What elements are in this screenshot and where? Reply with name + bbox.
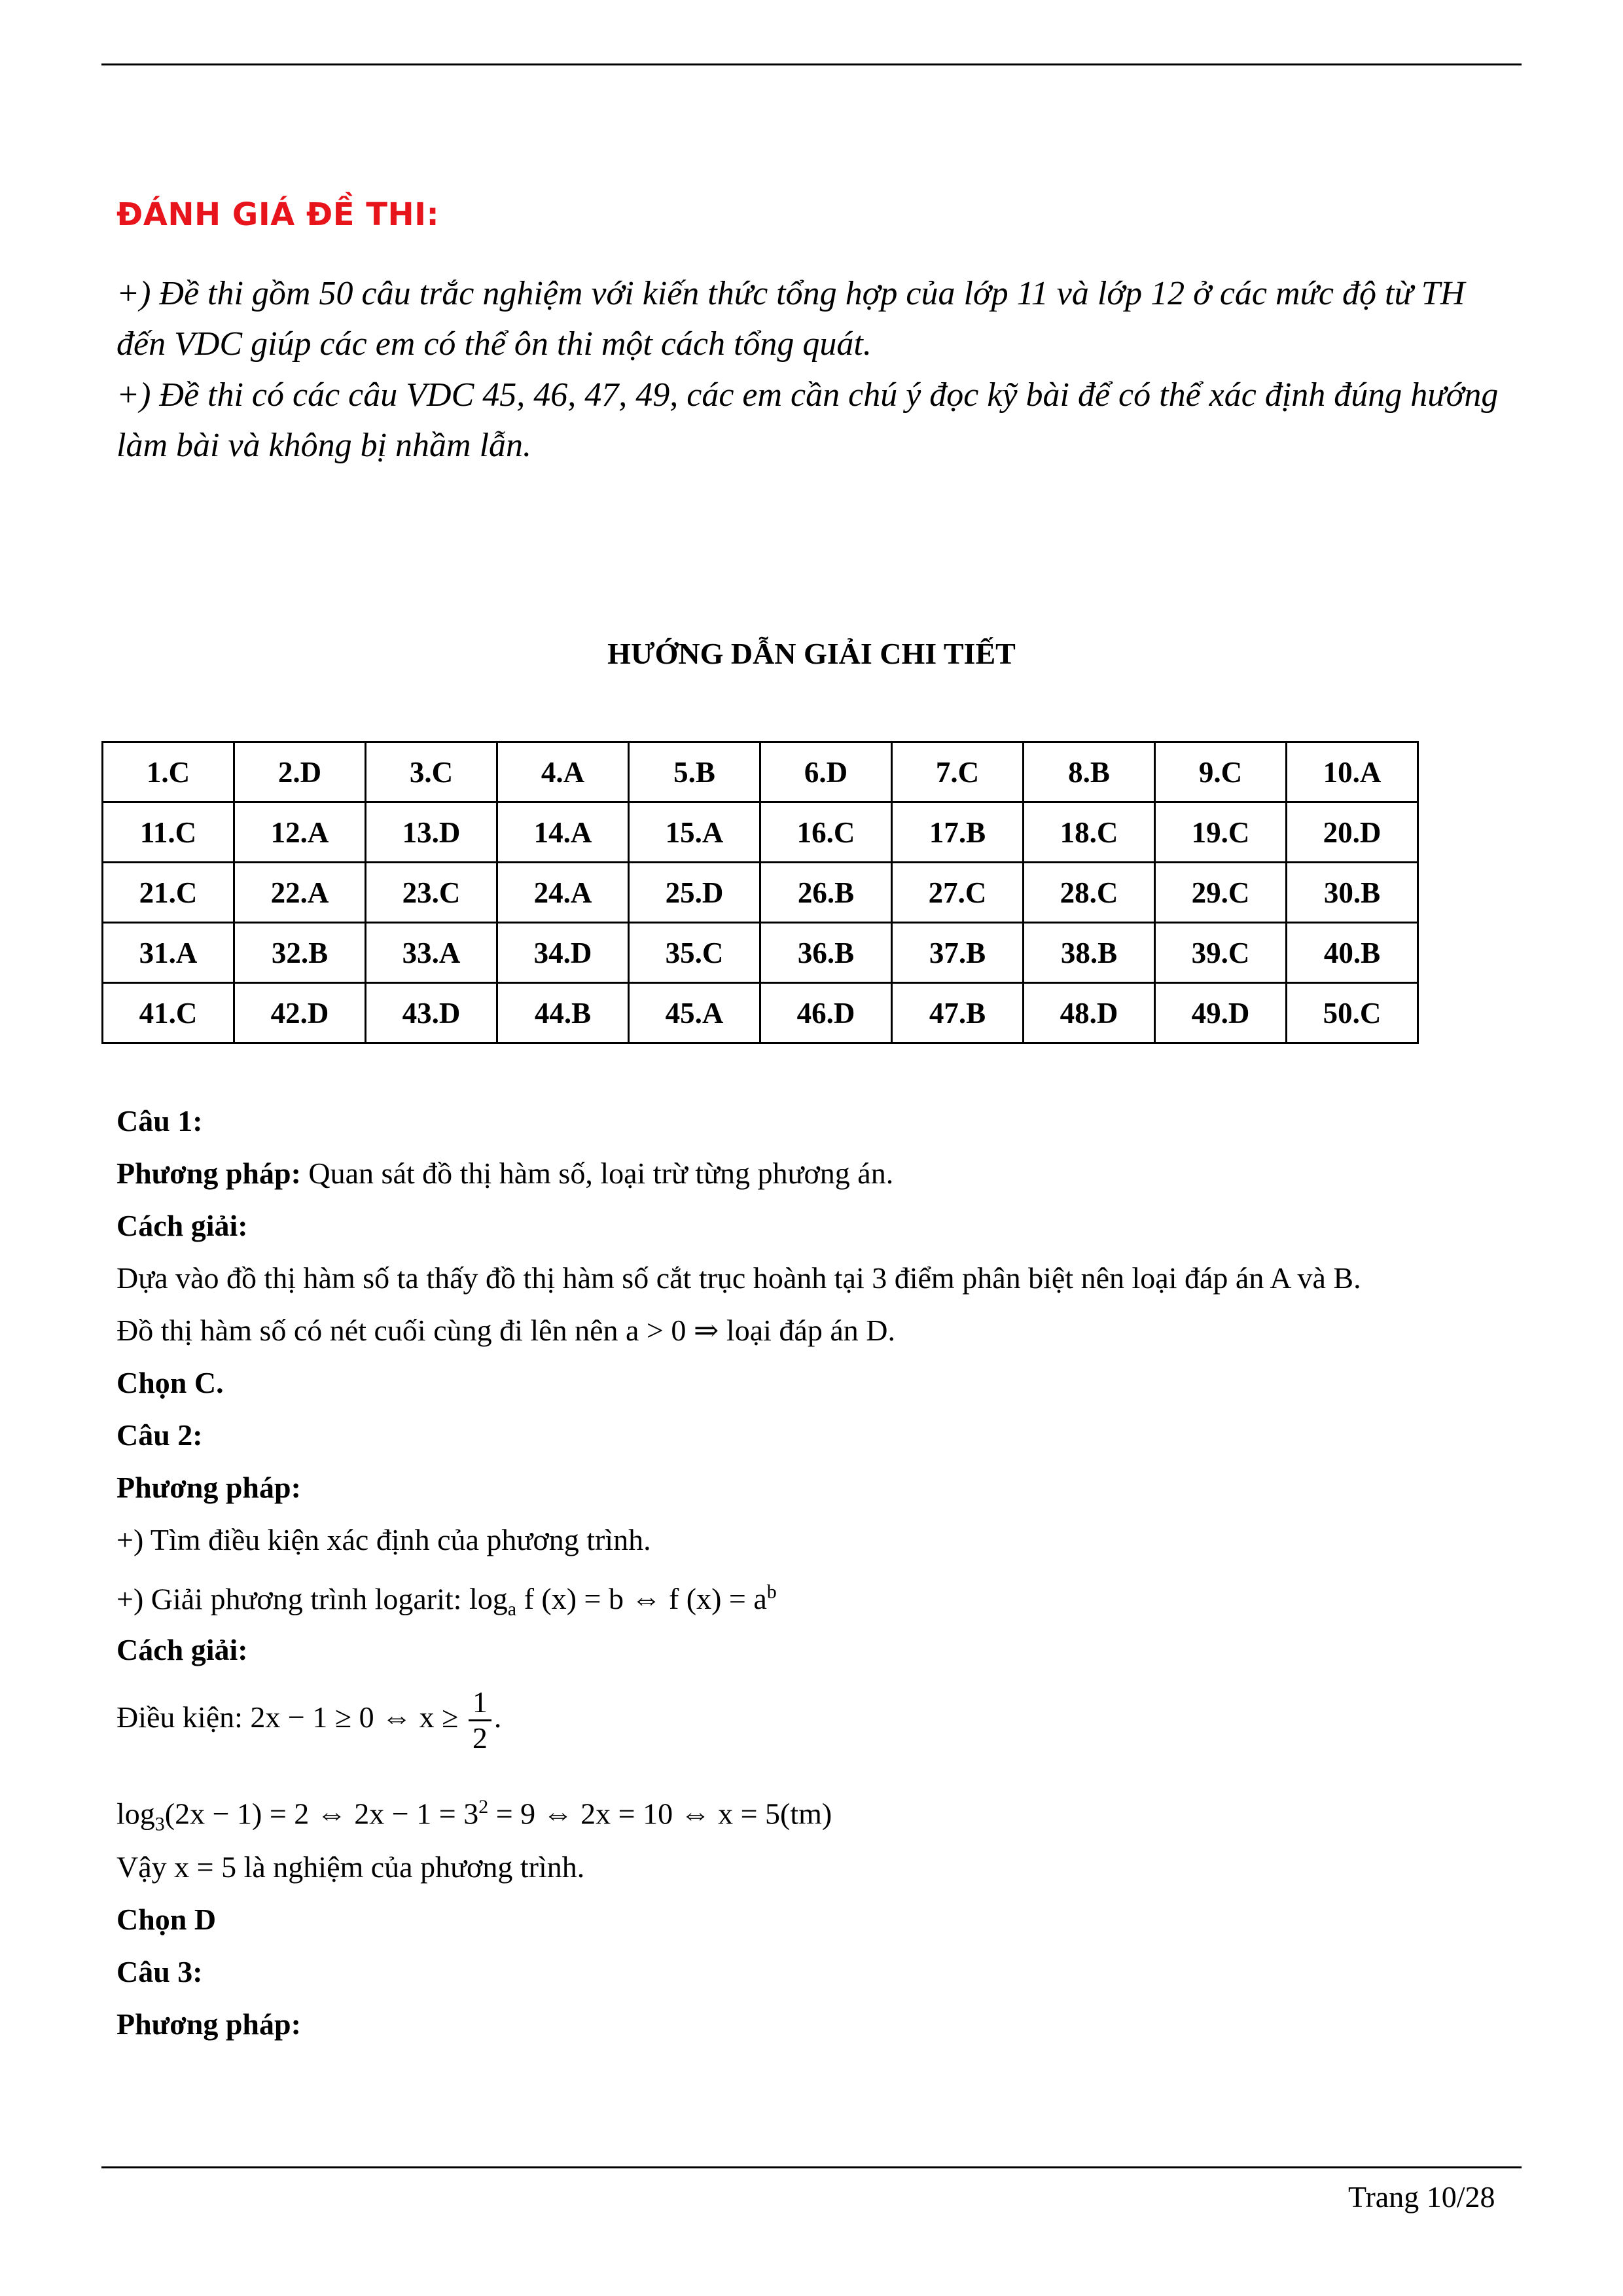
evaluation-heading: ĐÁNH GIÁ ĐỀ THI:: [116, 196, 440, 233]
q2-concl-text-a: Vậy: [116, 1850, 175, 1884]
header-rule: [101, 63, 1522, 65]
answer-cell: 32.B: [234, 923, 366, 983]
answer-cell: 41.C: [103, 983, 234, 1043]
answer-cell: 44.B: [497, 983, 629, 1043]
q2-step2-log: log: [469, 1582, 508, 1616]
answer-cell: 9.C: [1155, 742, 1287, 802]
q1-choice: Chọn C.: [116, 1366, 224, 1399]
q1-line2-text-a: Đồ thị hàm số có nét cuối cùng đi lên nên: [116, 1314, 626, 1347]
q2-step2-text: +) Giải phương trình logarit:: [116, 1582, 469, 1616]
answer-cell: 21.C: [103, 863, 234, 923]
answer-cell: 19.C: [1155, 802, 1287, 863]
answer-cell: 1.C: [103, 742, 234, 802]
q3-title: Câu 3:: [116, 1955, 203, 1988]
answer-cell: 29.C: [1155, 863, 1287, 923]
fraction-numerator: 1: [469, 1685, 491, 1721]
answer-cell: 46.D: [760, 983, 892, 1043]
q1-line2-text-b: loại đáp án D.: [719, 1314, 895, 1347]
q2-step2-exp: b: [766, 1581, 777, 1603]
q1-solution-line-1: Dựa vào đồ thị hàm số ta thấy đồ thị hàm số cắt trục hoành tại 3 điểm phân biệt nên loại đáp án A và B.: [116, 1261, 1361, 1295]
q2-method-step-1: +) Tìm điều kiện xác định của phương trình.: [116, 1523, 651, 1556]
answer-cell: 31.A: [103, 923, 234, 983]
answer-cell: 18.C: [1024, 802, 1155, 863]
answer-cell: 40.B: [1287, 923, 1418, 983]
guide-title: HƯỚNG DẪN GIẢI CHI TIẾT: [607, 637, 1016, 670]
q2-condition-label: Điều kiện:: [116, 1700, 251, 1734]
answer-cell: 12.A: [234, 802, 366, 863]
q2-choice: Chọn D: [116, 1903, 217, 1936]
answer-cell: 6.D: [760, 742, 892, 802]
table-row: [103, 923, 1418, 983]
q2-eq-exp: 2: [478, 1796, 489, 1818]
q2-condition-fraction: [469, 1685, 491, 1755]
answer-cell: 33.A: [366, 923, 497, 983]
answer-cell: 27.C: [892, 863, 1024, 923]
q1-line2-math: a > 0 ⇒: [626, 1314, 719, 1347]
answer-cell: 20.D: [1287, 802, 1418, 863]
q2-conclusion: [116, 1849, 584, 1886]
q1-method-label: Phương pháp:: [116, 1157, 301, 1190]
q2-step2-formula: [469, 1581, 777, 1621]
answer-cell: 50.C: [1287, 983, 1418, 1043]
fraction-denominator: 2: [472, 1721, 488, 1755]
answer-cell: 4.A: [497, 742, 629, 802]
q2-condition-math: 2x − 1 ≥ 0 ⇔ x ≥: [250, 1700, 466, 1734]
answer-cell: 38.B: [1024, 923, 1155, 983]
answer-cell: 47.B: [892, 983, 1024, 1043]
answer-cell: 43.D: [366, 983, 497, 1043]
q2-eq-part-a: (2x − 1) = 2 ⇔ 2x − 1 = 3: [164, 1797, 479, 1831]
answer-cell: 14.A: [497, 802, 629, 863]
q2-condition: [116, 1685, 501, 1755]
answer-cell: 24.A: [497, 863, 629, 923]
answer-cell: 30.B: [1287, 863, 1418, 923]
answer-cell: 7.C: [892, 742, 1024, 802]
answer-key-table: [101, 741, 1419, 1044]
answer-cell: 37.B: [892, 923, 1024, 983]
q2-step2-mid: f (x) = b ⇔ f (x) = a: [516, 1582, 767, 1616]
q3-method-label: Phương pháp:: [116, 2007, 301, 2041]
answer-cell: 35.C: [629, 923, 760, 983]
q1-method-text: Quan sát đồ thị hàm số, loại trừ từng phương án.: [300, 1157, 894, 1190]
answer-cell: 13.D: [366, 802, 497, 863]
answer-cell: 36.B: [760, 923, 892, 983]
answer-cell: 3.C: [366, 742, 497, 802]
q1-solution-line-2: [116, 1312, 895, 1349]
table-row: [103, 802, 1418, 863]
table-row: [103, 863, 1418, 923]
q1-title: Câu 1:: [116, 1104, 203, 1138]
table-row: [103, 742, 1418, 802]
q2-condition-end: .: [493, 1700, 502, 1734]
q2-title: Câu 2:: [116, 1418, 203, 1452]
q2-eq-log: log: [116, 1797, 155, 1831]
answer-cell: 48.D: [1024, 983, 1155, 1043]
answer-cell: 23.C: [366, 863, 497, 923]
q1-solution-label: Cách giải:: [116, 1209, 248, 1242]
answer-cell: 10.A: [1287, 742, 1418, 802]
answer-cell: 5.B: [629, 742, 760, 802]
answer-cell: 26.B: [760, 863, 892, 923]
q2-method-step-2: [116, 1574, 777, 1628]
q2-step2-base: a: [507, 1598, 517, 1621]
answer-cell: 45.A: [629, 983, 760, 1043]
answer-cell: 28.C: [1024, 863, 1155, 923]
q2-concl-math: x = 5: [174, 1850, 237, 1884]
q2-equation: [116, 1789, 832, 1843]
answer-cell: 39.C: [1155, 923, 1287, 983]
q1-method: [116, 1155, 893, 1192]
q2-concl-text-b: là nghiệm của phương trình.: [236, 1850, 585, 1884]
answer-cell: 42.D: [234, 983, 366, 1043]
footer-rule: [101, 2166, 1522, 2168]
page-number: Trang 10/28: [1348, 2180, 1495, 2214]
answer-cell: 11.C: [103, 802, 234, 863]
answer-cell: 15.A: [629, 802, 760, 863]
evaluation-paragraph-2: +) Đề thi có các câu VDC 45, 46, 47, 49, các em cần chú ý đọc kỹ bài để có thể xác định đúng hướng làm bài và không bị nhầm lẫn.: [116, 376, 1499, 464]
q2-solution-label: Cách giải:: [116, 1633, 248, 1666]
answer-cell: 49.D: [1155, 983, 1287, 1043]
table-row: [103, 983, 1418, 1043]
evaluation-paragraph-1: +) Đề thi gồm 50 câu trắc nghiệm với kiến thức tổng hợp của lớp 11 và lớp 12 ở các mức độ từ TH đến VDC giúp các em có thể ôn thi một cách tổng quát.: [116, 275, 1465, 363]
answer-cell: 2.D: [234, 742, 366, 802]
answer-cell: 25.D: [629, 863, 760, 923]
answer-cell: 8.B: [1024, 742, 1155, 802]
q2-eq-part-b: = 9 ⇔ 2x = 10 ⇔ x = 5(tm): [488, 1797, 832, 1831]
q2-eq-base: 3: [154, 1813, 165, 1835]
answer-cell: 34.D: [497, 923, 629, 983]
q2-method-label: Phương pháp:: [116, 1471, 301, 1504]
answer-cell: 16.C: [760, 802, 892, 863]
answer-cell: 22.A: [234, 863, 366, 923]
answer-cell: 17.B: [892, 802, 1024, 863]
